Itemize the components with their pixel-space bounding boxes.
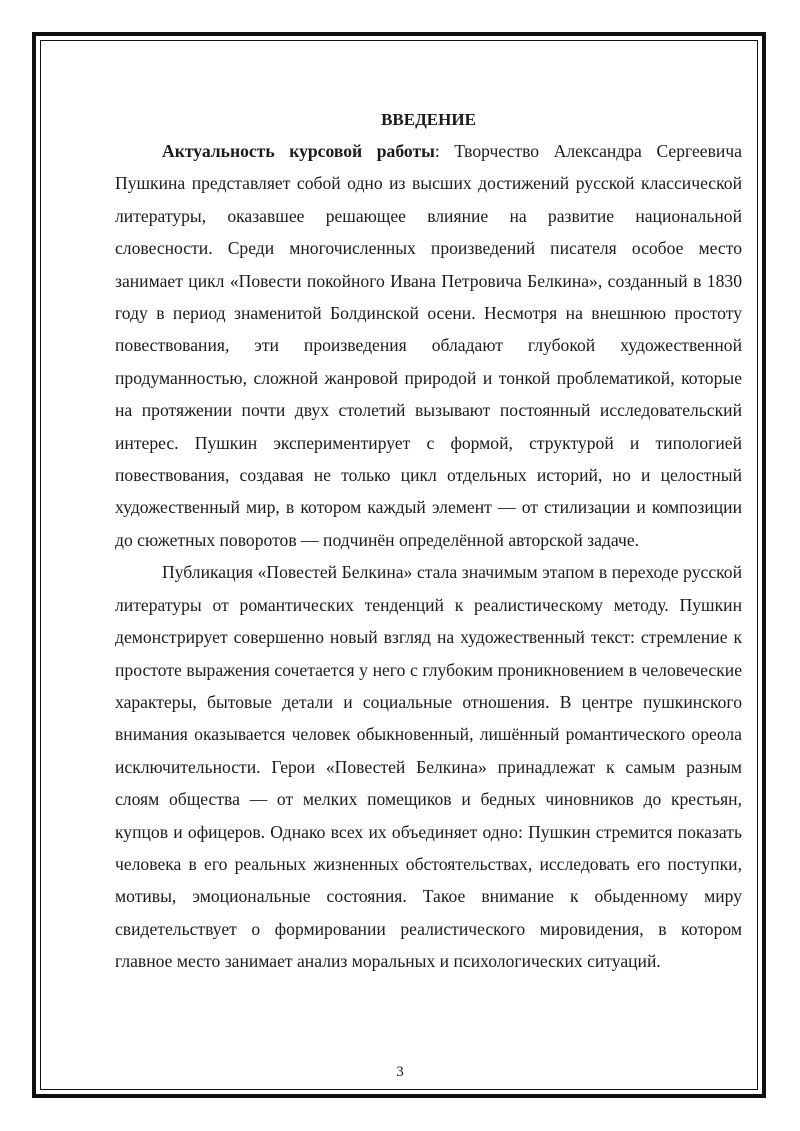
section-heading: ВВЕДЕНИЕ bbox=[381, 110, 476, 129]
page-number: 3 bbox=[396, 1064, 404, 1080]
paragraph-text: : Творчество Александра Сергеевича Пушкина представляет собой одно из высших достижений русской классической литературы, оказавшее решающее влияние на развитие национальной словесности. Среди многочисленных произведений писателя особое место занимает цикл «Повести покойного Ивана Петровича Белкина», созданный в 1830 году в период знаменитой Болдинской осени. Несмотря на внешнюю простоту повествования, эти произведения обладают глубокой художественной продуманностью, сложной жанровой природой и тонкой проблематикой, которые на протяжении почти двух столетий вызывают постоянный исследовательский интерес. Пушкин экспериментирует с формой, структурой и типологией повествования, создавая не только цикл отдельных историй, но и целостный художественный мир, в котором каждый элемент — от стилизации и композиции до сюжетных поворотов — подчинён определённой авторской задаче. bbox=[115, 141, 742, 550]
paragraph-publication bbox=[115, 556, 742, 977]
paragraph-relevance bbox=[115, 135, 742, 556]
paragraph-lead: Актуальность курсовой работы bbox=[162, 141, 435, 161]
document-body bbox=[115, 105, 742, 978]
paragraph-text: Публикация «Повестей Белкина» стала значимым этапом в переходе русской литературы от романтических тенденций к реалистическому методу. Пушкин демонстрирует совершенно новый взгляд на художественный текст: стремление к простоте выражения сочетается у него с глубоким проникновением в человеческие характеры, бытовые детали и социальные отношения. В центре пушкинского внимания оказывается человек обыкновенный, лишённый романтического ореола исключительности. Герои «Повестей Белкина» принадлежат к самым разным слоям общества — от мелких помещиков и бедных чиновников до крестьян, купцов и офицеров. Однако всех их объединяет одно: Пушкин стремится показать человека в его реальных жизненных обстоятельствах, исследовать его поступки, мотивы, эмоциональные состояния. Такое внимание к обыденному миру свидетельствует о формировании реалистического мировидения, в котором главное место занимает анализ моральных и психологических ситуаций. bbox=[115, 562, 742, 972]
